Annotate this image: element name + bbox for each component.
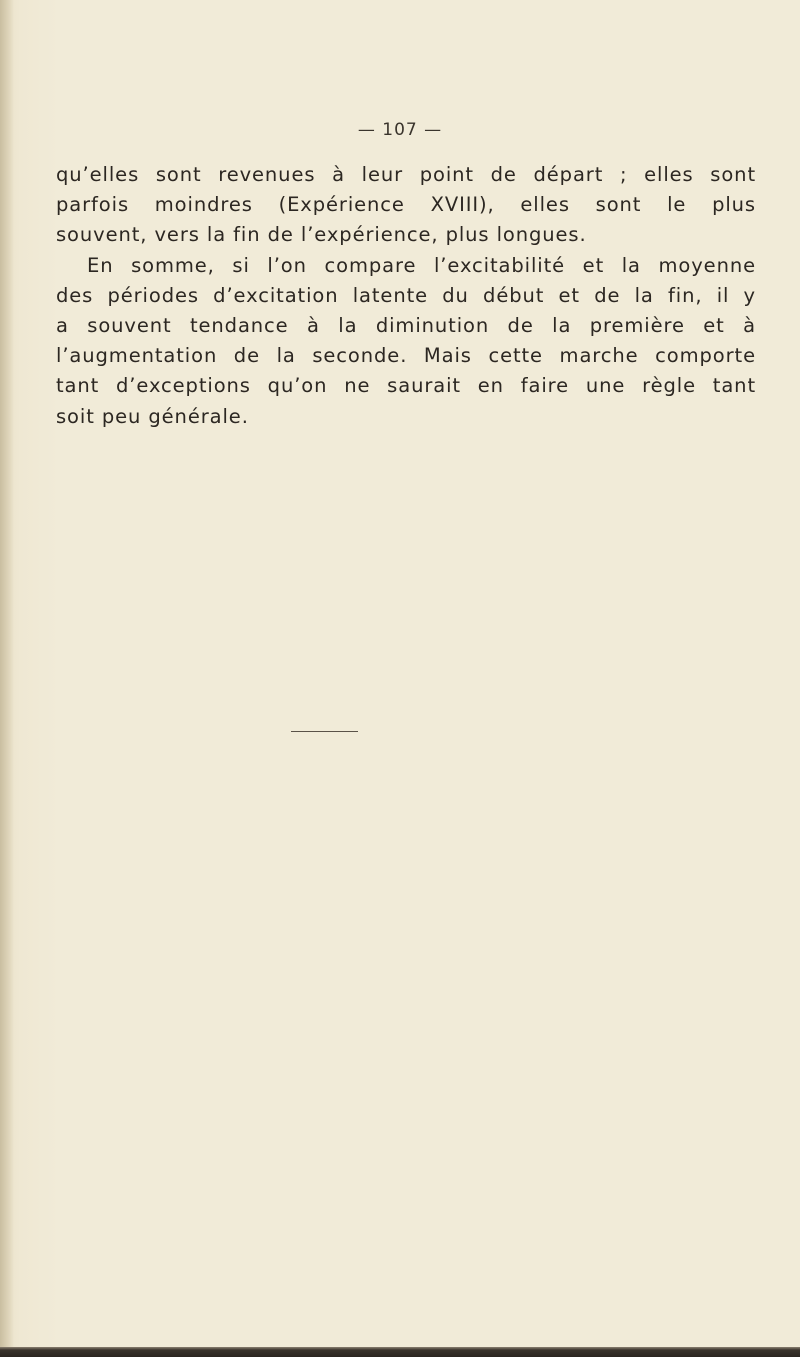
body-text (56, 160, 756, 432)
text-line: l’augmentation de la seconde. Mais cette marche comporte (56, 344, 756, 368)
text-line: tant d’exceptions qu’on ne saurait en faire une règle tant (56, 374, 756, 398)
text-line: des périodes d’excitation latente du début et de la fin, il y (56, 283, 756, 307)
page-bottom-edge (0, 1347, 800, 1357)
text-line: parfois moindres (Expérience XVIII), elles sont le plus (56, 193, 756, 217)
text-line: a souvent tendance à la diminution de la première et à (56, 313, 756, 337)
text-line: En somme, si l’on compare l’excitabilité et la moyenne (87, 253, 756, 277)
section-separator-rule (291, 731, 358, 732)
text-line: qu’elles sont revenues à leur point de départ ; elles sont (56, 163, 756, 186)
text-line: souvent, vers la fin de l’expérience, plus longues. (56, 223, 587, 247)
page-binding-edge (0, 0, 14, 1357)
text-line: soit peu générale. (56, 404, 249, 428)
page-number: — 107 — (357, 120, 443, 140)
